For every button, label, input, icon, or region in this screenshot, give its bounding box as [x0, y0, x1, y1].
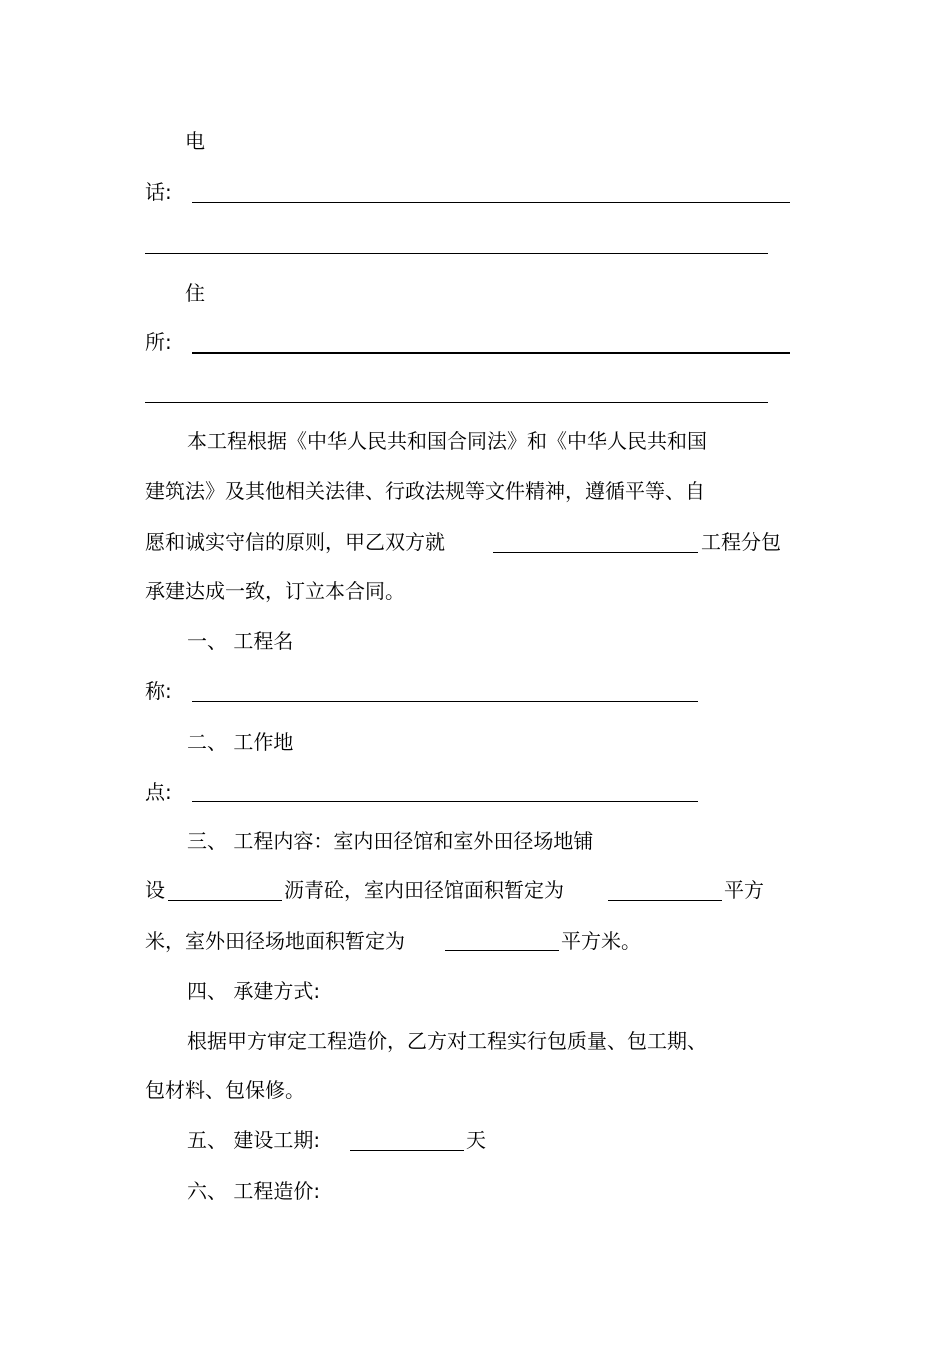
section-3-line-3-start: 米，室外田径场地面积暂定为: [145, 929, 405, 953]
section-3-line-2-end: 平方: [724, 878, 764, 902]
preamble-line-1: 本工程根据《中华人民共和国合同法》和《中华人民共和国: [187, 429, 707, 453]
phone-field-line: [192, 202, 790, 203]
section-5-heading: 五、 建设工期:: [187, 1128, 321, 1152]
section-3-line-2-mid: 沥青砼，室内田径馆面积暂定为: [284, 878, 564, 902]
section-2-blank: [192, 801, 698, 802]
section-6-heading: 六、 工程造价:: [187, 1179, 321, 1203]
section-3-line-2-start: 设: [145, 878, 165, 902]
section-3-line-3-end: 平方米。: [561, 929, 641, 953]
asphalt-spec-blank: [168, 900, 282, 901]
section-2-label: 点:: [145, 780, 172, 804]
outdoor-area-blank: [445, 950, 559, 951]
phone-label-bottom: 话:: [145, 180, 172, 204]
preamble-line-4: 承建达成一致，订立本合同。: [145, 579, 405, 603]
section-1-label: 称:: [145, 679, 172, 703]
section-3-line-1: 三、 工程内容：室内田径馆和室外田径场地铺: [187, 829, 594, 853]
section-5-unit: 天: [466, 1128, 486, 1152]
address-label-bottom: 所:: [145, 330, 172, 354]
preamble-line-3-end: 工程分包: [701, 530, 781, 554]
indoor-area-blank: [608, 900, 722, 901]
section-2-heading: 二、 工作地: [187, 730, 294, 754]
section-1-blank: [192, 701, 698, 702]
project-name-blank: [493, 552, 698, 553]
address-field-line-2: [145, 402, 768, 403]
address-label-top: 住: [185, 281, 205, 305]
section-4-line-2: 包材料、包保修。: [145, 1078, 305, 1102]
section-4-heading: 四、 承建方式:: [187, 979, 321, 1003]
preamble-line-3: 愿和诚实守信的原则，甲乙双方就: [145, 530, 445, 554]
phone-field-line-2: [145, 253, 768, 254]
duration-blank: [350, 1150, 464, 1151]
section-1-heading: 一、 工程名: [187, 629, 294, 653]
address-field-line: [192, 352, 790, 354]
preamble-line-2: 建筑法》及其他相关法律、行政法规等文件精神，遵循平等、自: [145, 479, 705, 503]
phone-label-top: 电: [185, 129, 205, 153]
section-4-line-1: 根据甲方审定工程造价，乙方对工程实行包质量、包工期、: [187, 1029, 707, 1053]
